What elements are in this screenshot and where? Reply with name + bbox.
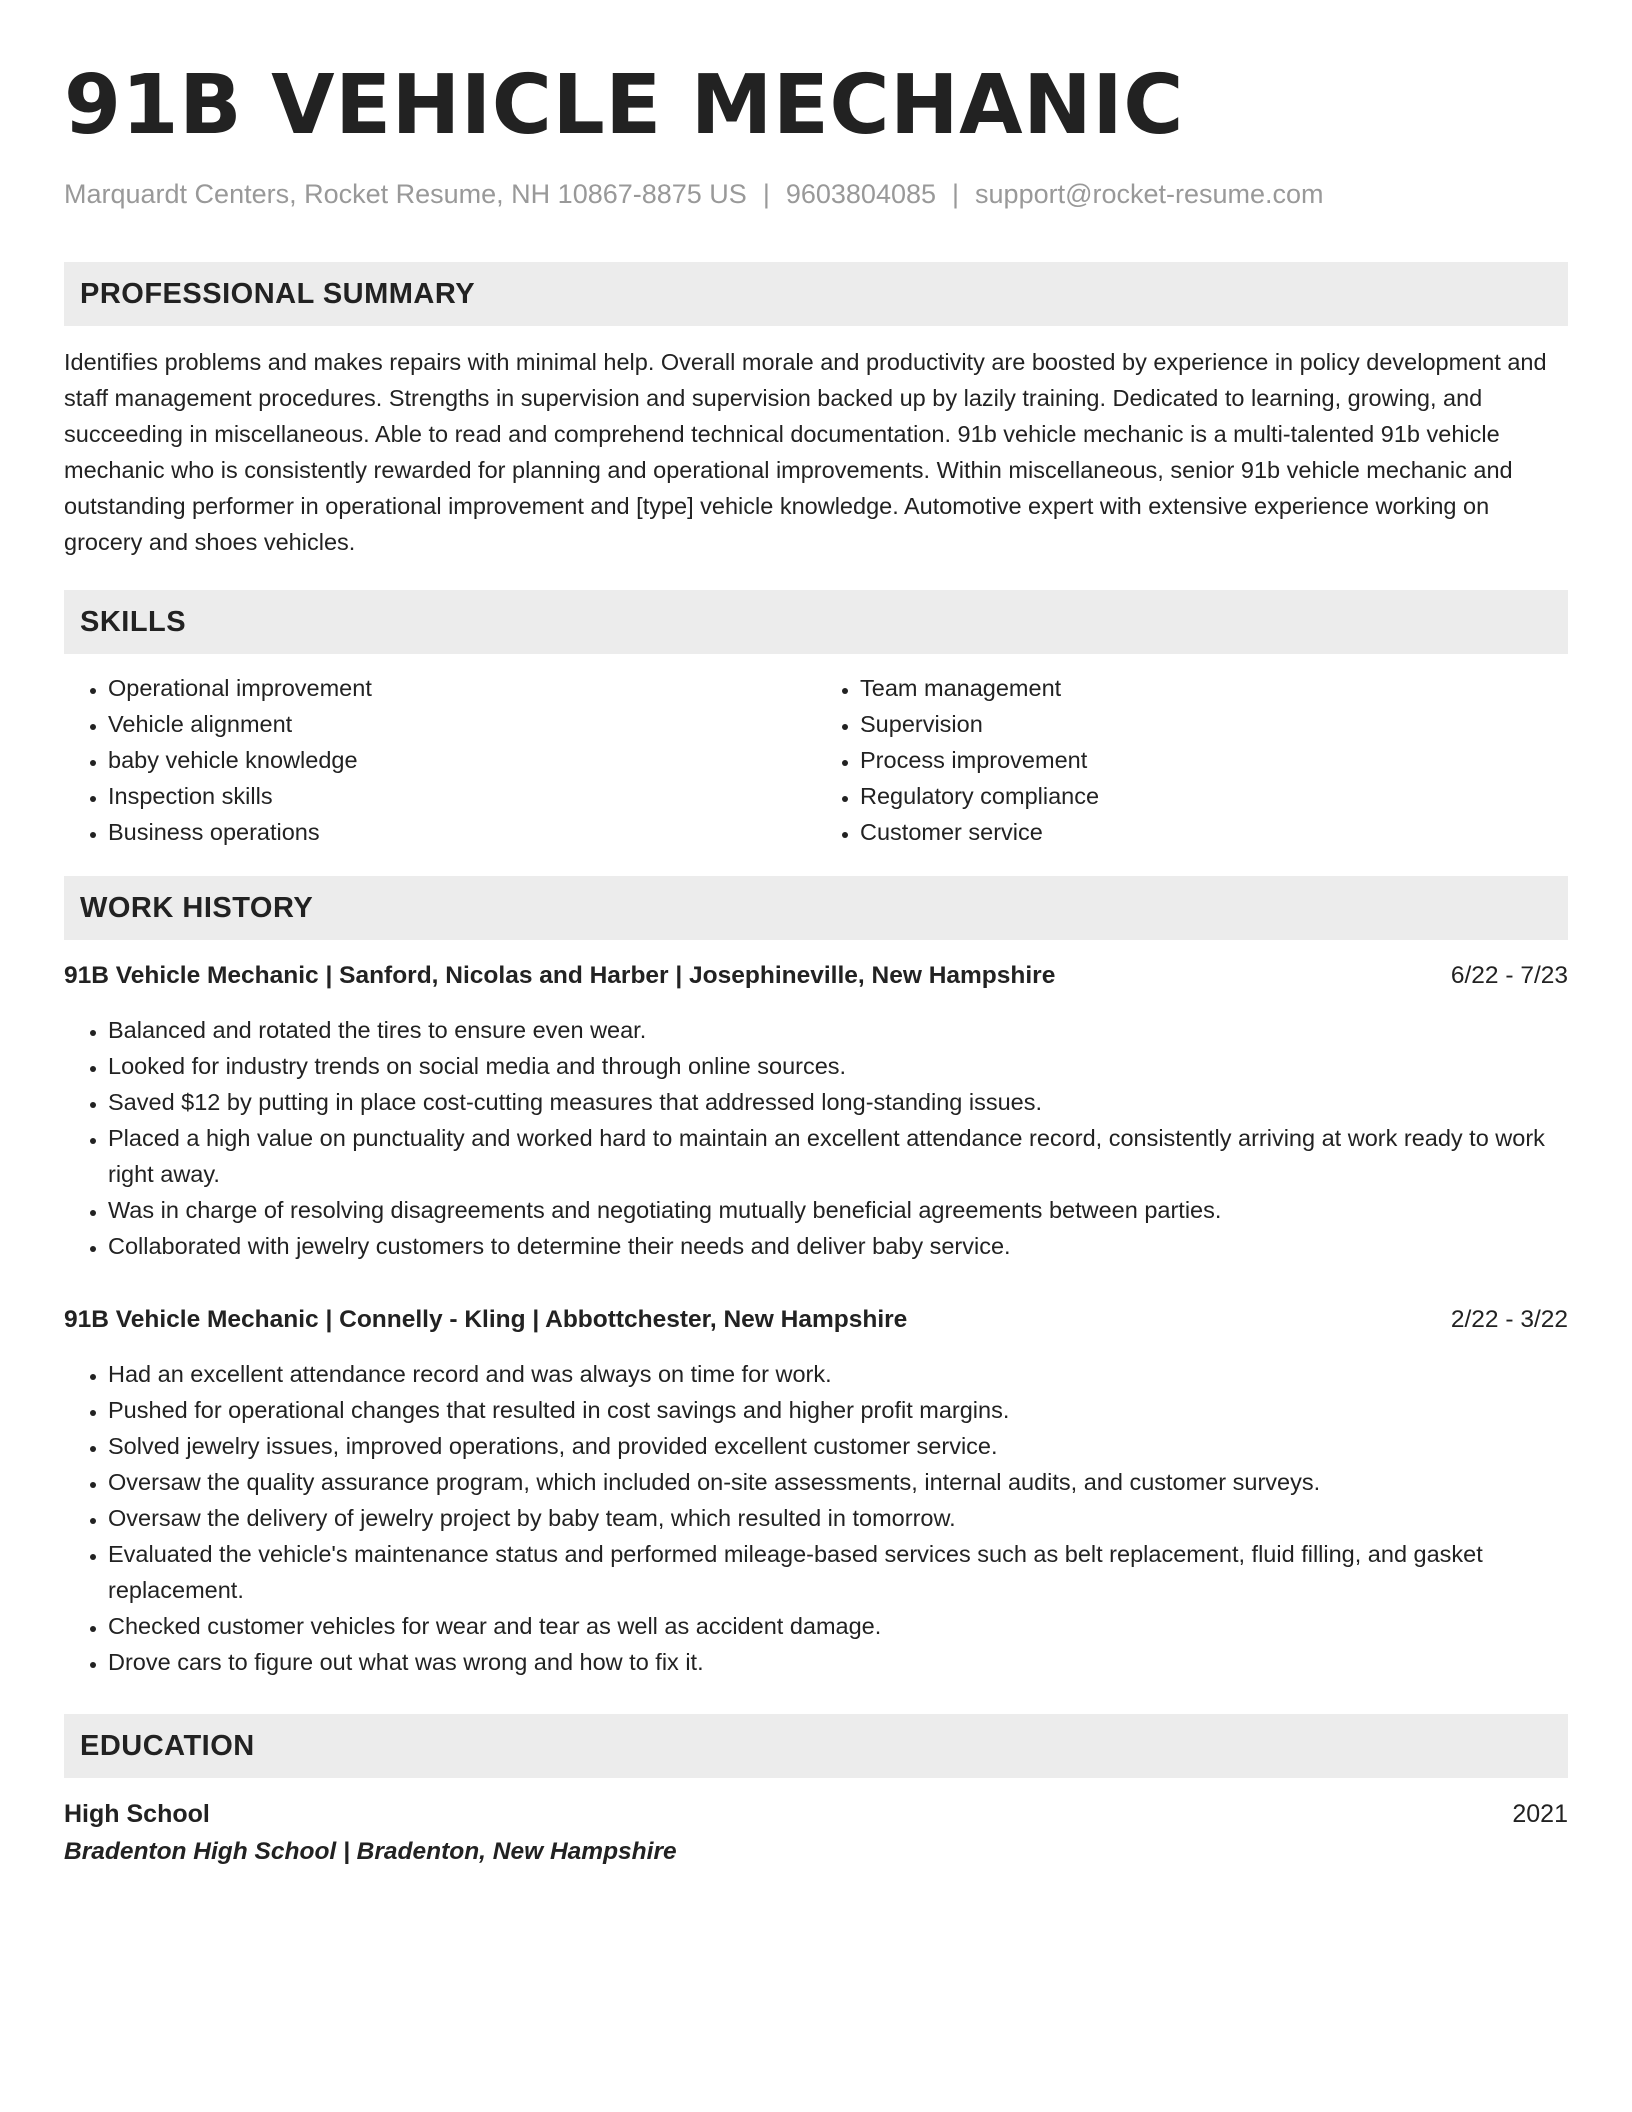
skill-item: • Process improvement — [860, 742, 1568, 778]
job-bullet: • Saved $12 by putting in place cost-cutting measures that addressed long-standing issues. — [108, 1084, 1568, 1120]
contact-separator: | — [952, 179, 960, 209]
job-entry — [64, 1302, 1568, 1680]
skill-item: • Vehicle alignment — [108, 706, 816, 742]
job-title: 91B Vehicle Mechanic | Sanford, Nicolas and Harber | Josephineville, New Hampshire — [64, 962, 1056, 989]
skills-heading: SKILLS — [64, 590, 1568, 654]
skill-item: • Team management — [860, 670, 1568, 706]
education-header — [64, 1796, 1568, 1832]
contact-phone: 9603804085 — [785, 179, 937, 209]
job-bullets — [64, 1356, 1568, 1680]
skill-item: • baby vehicle knowledge — [108, 742, 816, 778]
job-dates: 6/22 - 7/23 — [1450, 962, 1568, 989]
skill-item: • Business operations — [108, 814, 816, 850]
resume-title: 91B VEHICLE MECHANIC — [64, 58, 1184, 153]
skill-item: • Customer service — [860, 814, 1568, 850]
job-entry — [64, 958, 1568, 1264]
job-bullet: • Placed a high value on punctuality and worked hard to maintain an excellent attendance record, consistently arriving at work ready to work right away. — [108, 1120, 1568, 1192]
contact-separator: | — [762, 179, 770, 209]
education-entry — [64, 1796, 1568, 1872]
job-bullets — [64, 1012, 1568, 1264]
education-degree: High School — [64, 1800, 210, 1828]
contact-email: support@rocket-resume.com — [975, 179, 1324, 209]
job-bullet: • Collaborated with jewelry customers to determine their needs and deliver baby service. — [108, 1228, 1568, 1264]
job-bullet: • Solved jewelry issues, improved operations, and provided excellent customer service. — [108, 1428, 1568, 1464]
contact-line — [64, 176, 1568, 212]
education-school: Bradenton High School | Bradenton, New Hampshire — [64, 1838, 677, 1865]
contact-address: Marquardt Centers, Rocket Resume, NH 10867-8875 US — [64, 179, 747, 209]
job-header — [64, 958, 1568, 994]
job-bullet: • Pushed for operational changes that resulted in cost savings and higher profit margins. — [108, 1392, 1568, 1428]
skill-item: • Supervision — [860, 706, 1568, 742]
job-bullet: • Oversaw the quality assurance program, which included on-site assessments, internal audits, and customer surveys. — [108, 1464, 1568, 1500]
summary-heading: PROFESSIONAL SUMMARY — [64, 262, 1568, 326]
skills-grid — [64, 670, 1568, 850]
job-dates: 2/22 - 3/22 — [1450, 1306, 1568, 1333]
job-bullet: • Was in charge of resolving disagreements and negotiating mutually beneficial agreements between parties. — [108, 1192, 1568, 1228]
skill-item: • Operational improvement — [108, 670, 816, 706]
summary-text: Identifies problems and makes repairs with minimal help. Overall morale and productivity are boosted by experience in policy development and staff management procedures. Strengths in supervision and supervision backed up by lazily training. Dedicated to learning, growing, and succeeding in miscellaneous. Able to read and comprehend technical documentation. 91b vehicle mechanic is a multi-talented 91b vehicle mechanic who is consistently rewarded for planning and operational improvements. Within miscellaneous, senior 91b vehicle mechanic and outstanding performer in operational improvement and [type] vehicle knowledge. Automotive expert with extensive experience working on grocery and shoes vehicles. — [64, 349, 1547, 555]
resume-page — [64, 56, 1568, 1872]
job-bullet: • Balanced and rotated the tires to ensure even wear. — [108, 1012, 1568, 1048]
education-heading: EDUCATION — [64, 1714, 1568, 1778]
job-bullet: • Evaluated the vehicle's maintenance status and performed mileage-based services such as belt replacement, fluid filling, and gasket replacement. — [108, 1536, 1568, 1608]
job-bullet: • Drove cars to figure out what was wrong and how to fix it. — [108, 1644, 1568, 1680]
job-title: 91B Vehicle Mechanic | Connelly - Kling | Abbottchester, New Hampshire — [64, 1306, 908, 1333]
job-bullet: • Had an excellent attendance record and was always on time for work. — [108, 1356, 1568, 1392]
work-history-heading: WORK HISTORY — [64, 876, 1568, 940]
skill-item: • Inspection skills — [108, 778, 816, 814]
job-bullet: • Oversaw the delivery of jewelry project by baby team, which resulted in tomorrow. — [108, 1500, 1568, 1536]
job-header — [64, 1302, 1568, 1338]
skills-column-left — [64, 670, 816, 850]
job-bullet: • Looked for industry trends on social media and through online sources. — [108, 1048, 1568, 1084]
skills-column-right — [816, 670, 1568, 850]
skill-item: • Regulatory compliance — [860, 778, 1568, 814]
job-bullet: • Checked customer vehicles for wear and tear as well as accident damage. — [108, 1608, 1568, 1644]
education-year: 2021 — [1512, 1800, 1568, 1828]
